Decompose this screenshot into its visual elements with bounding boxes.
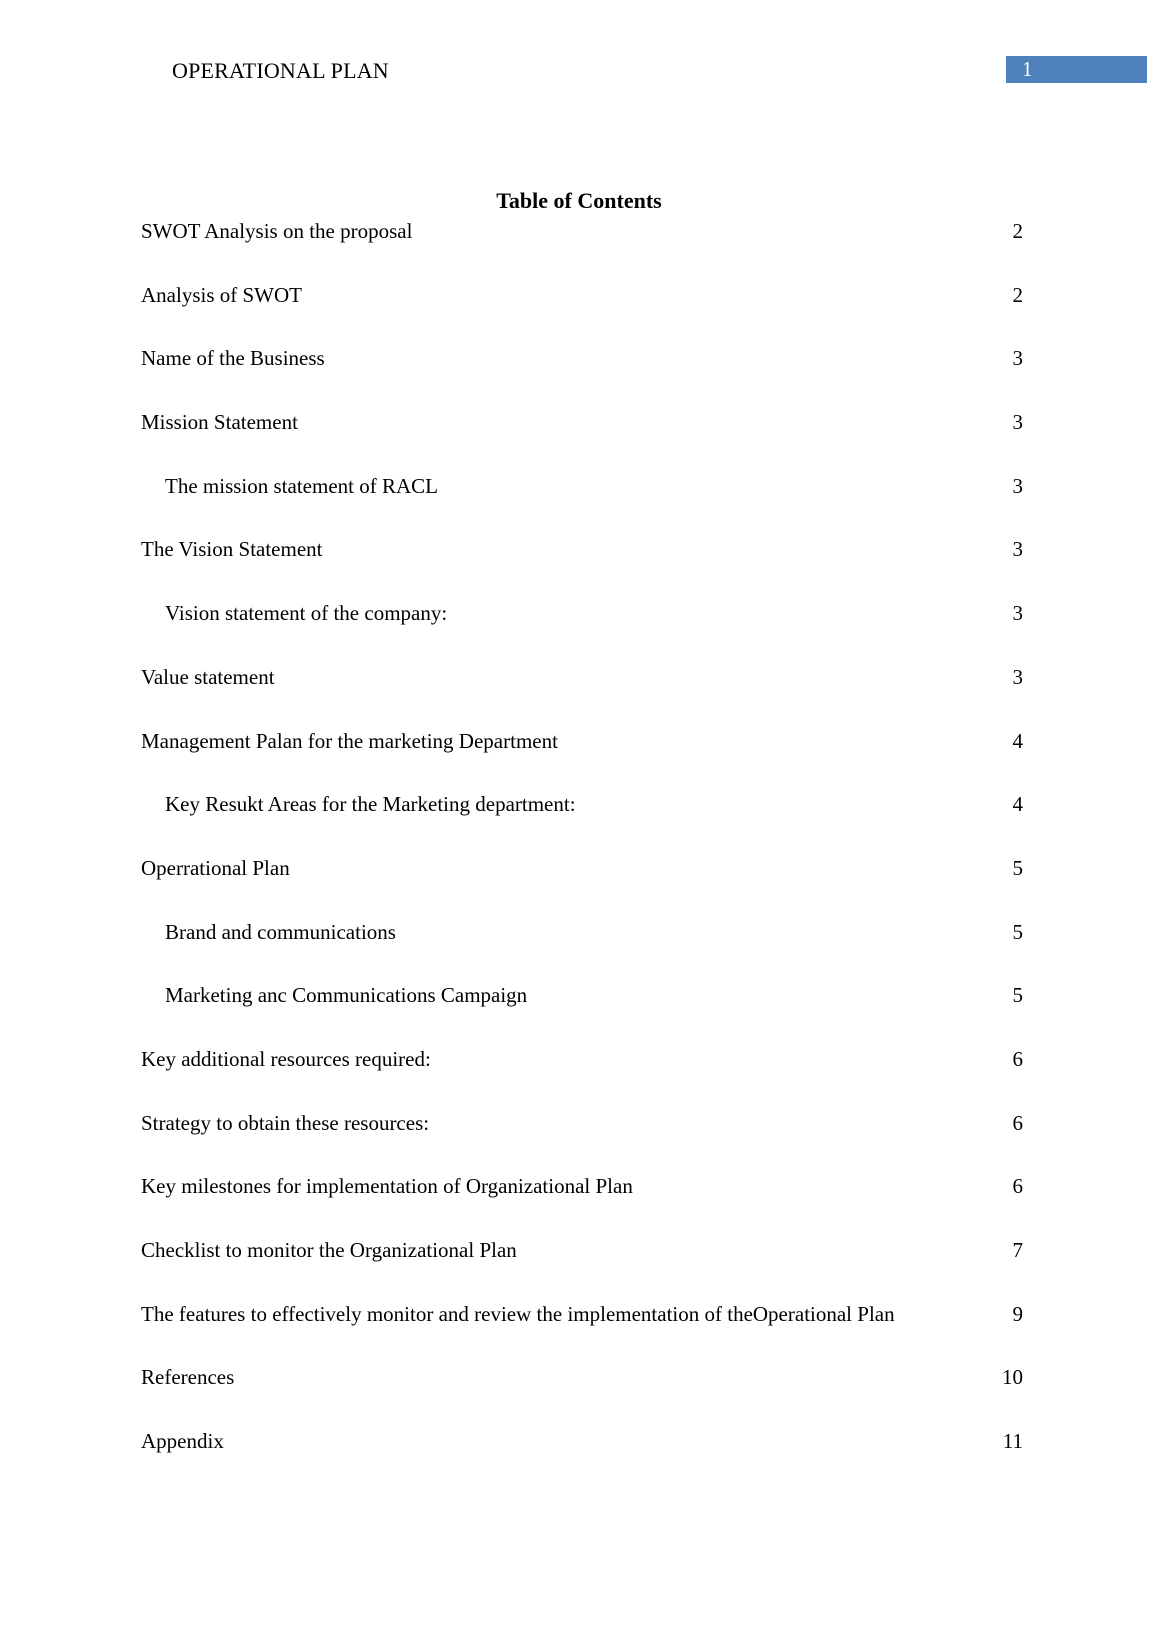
toc-entry-key-result-areas[interactable] xyxy=(141,789,1023,853)
toc-entry-page: 3 xyxy=(1012,537,1023,562)
toc-entry-text: References xyxy=(141,1365,235,1390)
toc-entry-features-to-monitor[interactable] xyxy=(141,1299,1023,1363)
toc-entry-text: Key Resukt Areas for the Marketing department: xyxy=(165,792,576,817)
toc-entry-page: 5 xyxy=(1012,919,1023,944)
toc-entry-text: Marketing anc Communications Campaign xyxy=(165,983,528,1008)
running-header-title: OPERATIONAL PLAN xyxy=(172,58,389,83)
toc-entry-page: 11 xyxy=(1002,1429,1023,1454)
toc-entry-page: 2 xyxy=(1012,219,1023,243)
toc-entry-page: 3 xyxy=(1012,601,1023,626)
page-number-badge: 1 xyxy=(1006,56,1147,83)
toc-entry-analysis-of-swot[interactable] xyxy=(141,280,1023,344)
toc-entry-text: Value statement xyxy=(141,664,275,689)
toc-entry-page: 7 xyxy=(1012,1238,1023,1262)
toc-entry-checklist-to-monitor[interactable] xyxy=(141,1235,1023,1299)
toc-entry-management-plan[interactable] xyxy=(141,726,1023,790)
toc-heading: Table of Contents xyxy=(496,188,662,213)
toc-entry-vision-statement[interactable] xyxy=(141,534,1023,598)
toc-entry-strategy-to-obtain-resources[interactable] xyxy=(141,1108,1023,1172)
toc-entry-page: 6 xyxy=(1012,1174,1023,1199)
toc-entry-references[interactable] xyxy=(141,1362,1023,1426)
toc-entry-page: 4 xyxy=(1012,728,1023,753)
toc-entry-text: Name of the Business xyxy=(141,346,325,371)
toc-entry-text: Appendix xyxy=(141,1429,224,1454)
toc-entry-operational-plan[interactable] xyxy=(141,853,1023,917)
toc-entry-page: 3 xyxy=(1012,346,1023,371)
toc-entry-text: Operrational Plan xyxy=(141,855,290,880)
toc-entry-text: SWOT Analysis on the proposal xyxy=(141,219,413,243)
toc-entry-key-milestones[interactable] xyxy=(141,1171,1023,1235)
toc-entry-page: 10 xyxy=(1002,1365,1023,1390)
toc-entry-mission-statement[interactable] xyxy=(141,407,1023,471)
toc-entry-page: 6 xyxy=(1012,1046,1023,1071)
toc-entry-text: Key additional resources required: xyxy=(141,1046,431,1071)
toc-entry-text: Key milestones for implementation of Organizational Plan xyxy=(141,1174,633,1199)
table-of-contents xyxy=(141,216,1023,1490)
toc-entry-marketing-communications-campaign[interactable] xyxy=(141,980,1023,1044)
toc-entry-swot-analysis-on-the-proposal[interactable] xyxy=(141,216,1023,280)
toc-entry-text: Vision statement of the company: xyxy=(165,601,448,626)
toc-entry-brand-and-communications[interactable] xyxy=(141,917,1023,981)
toc-entry-text: Management Palan for the marketing Department xyxy=(141,728,558,753)
toc-entry-key-additional-resources[interactable] xyxy=(141,1044,1023,1108)
toc-entry-page: 5 xyxy=(1012,983,1023,1008)
toc-entry-page: 3 xyxy=(1012,664,1023,689)
toc-entry-text: The features to effectively monitor and review the implementation of theOperational Plan xyxy=(141,1301,895,1326)
toc-entry-text: Checklist to monitor the Organizational Plan xyxy=(141,1238,517,1262)
toc-entry-page: 3 xyxy=(1012,473,1023,498)
toc-entry-page: 5 xyxy=(1012,855,1023,880)
toc-entry-value-statement[interactable] xyxy=(141,662,1023,726)
toc-entry-page: 4 xyxy=(1012,792,1023,817)
toc-entry-vision-statement-of-company[interactable] xyxy=(141,598,1023,662)
toc-entry-page: 2 xyxy=(1012,282,1023,307)
toc-entry-appendix[interactable] xyxy=(141,1426,1023,1490)
toc-entry-page: 9 xyxy=(1012,1301,1023,1326)
toc-entry-mission-statement-of-racl[interactable] xyxy=(141,471,1023,535)
toc-entry-text: Analysis of SWOT xyxy=(141,282,302,307)
toc-entry-text: The Vision Statement xyxy=(141,537,323,562)
toc-entry-page: 3 xyxy=(1012,410,1023,435)
toc-entry-text: Mission Statement xyxy=(141,410,298,435)
toc-entry-page: 6 xyxy=(1012,1110,1023,1135)
toc-entry-text: The mission statement of RACL xyxy=(165,473,438,498)
toc-entry-text: Strategy to obtain these resources: xyxy=(141,1110,430,1135)
toc-entry-text: Brand and communications xyxy=(165,919,396,944)
toc-entry-name-of-the-business[interactable] xyxy=(141,343,1023,407)
